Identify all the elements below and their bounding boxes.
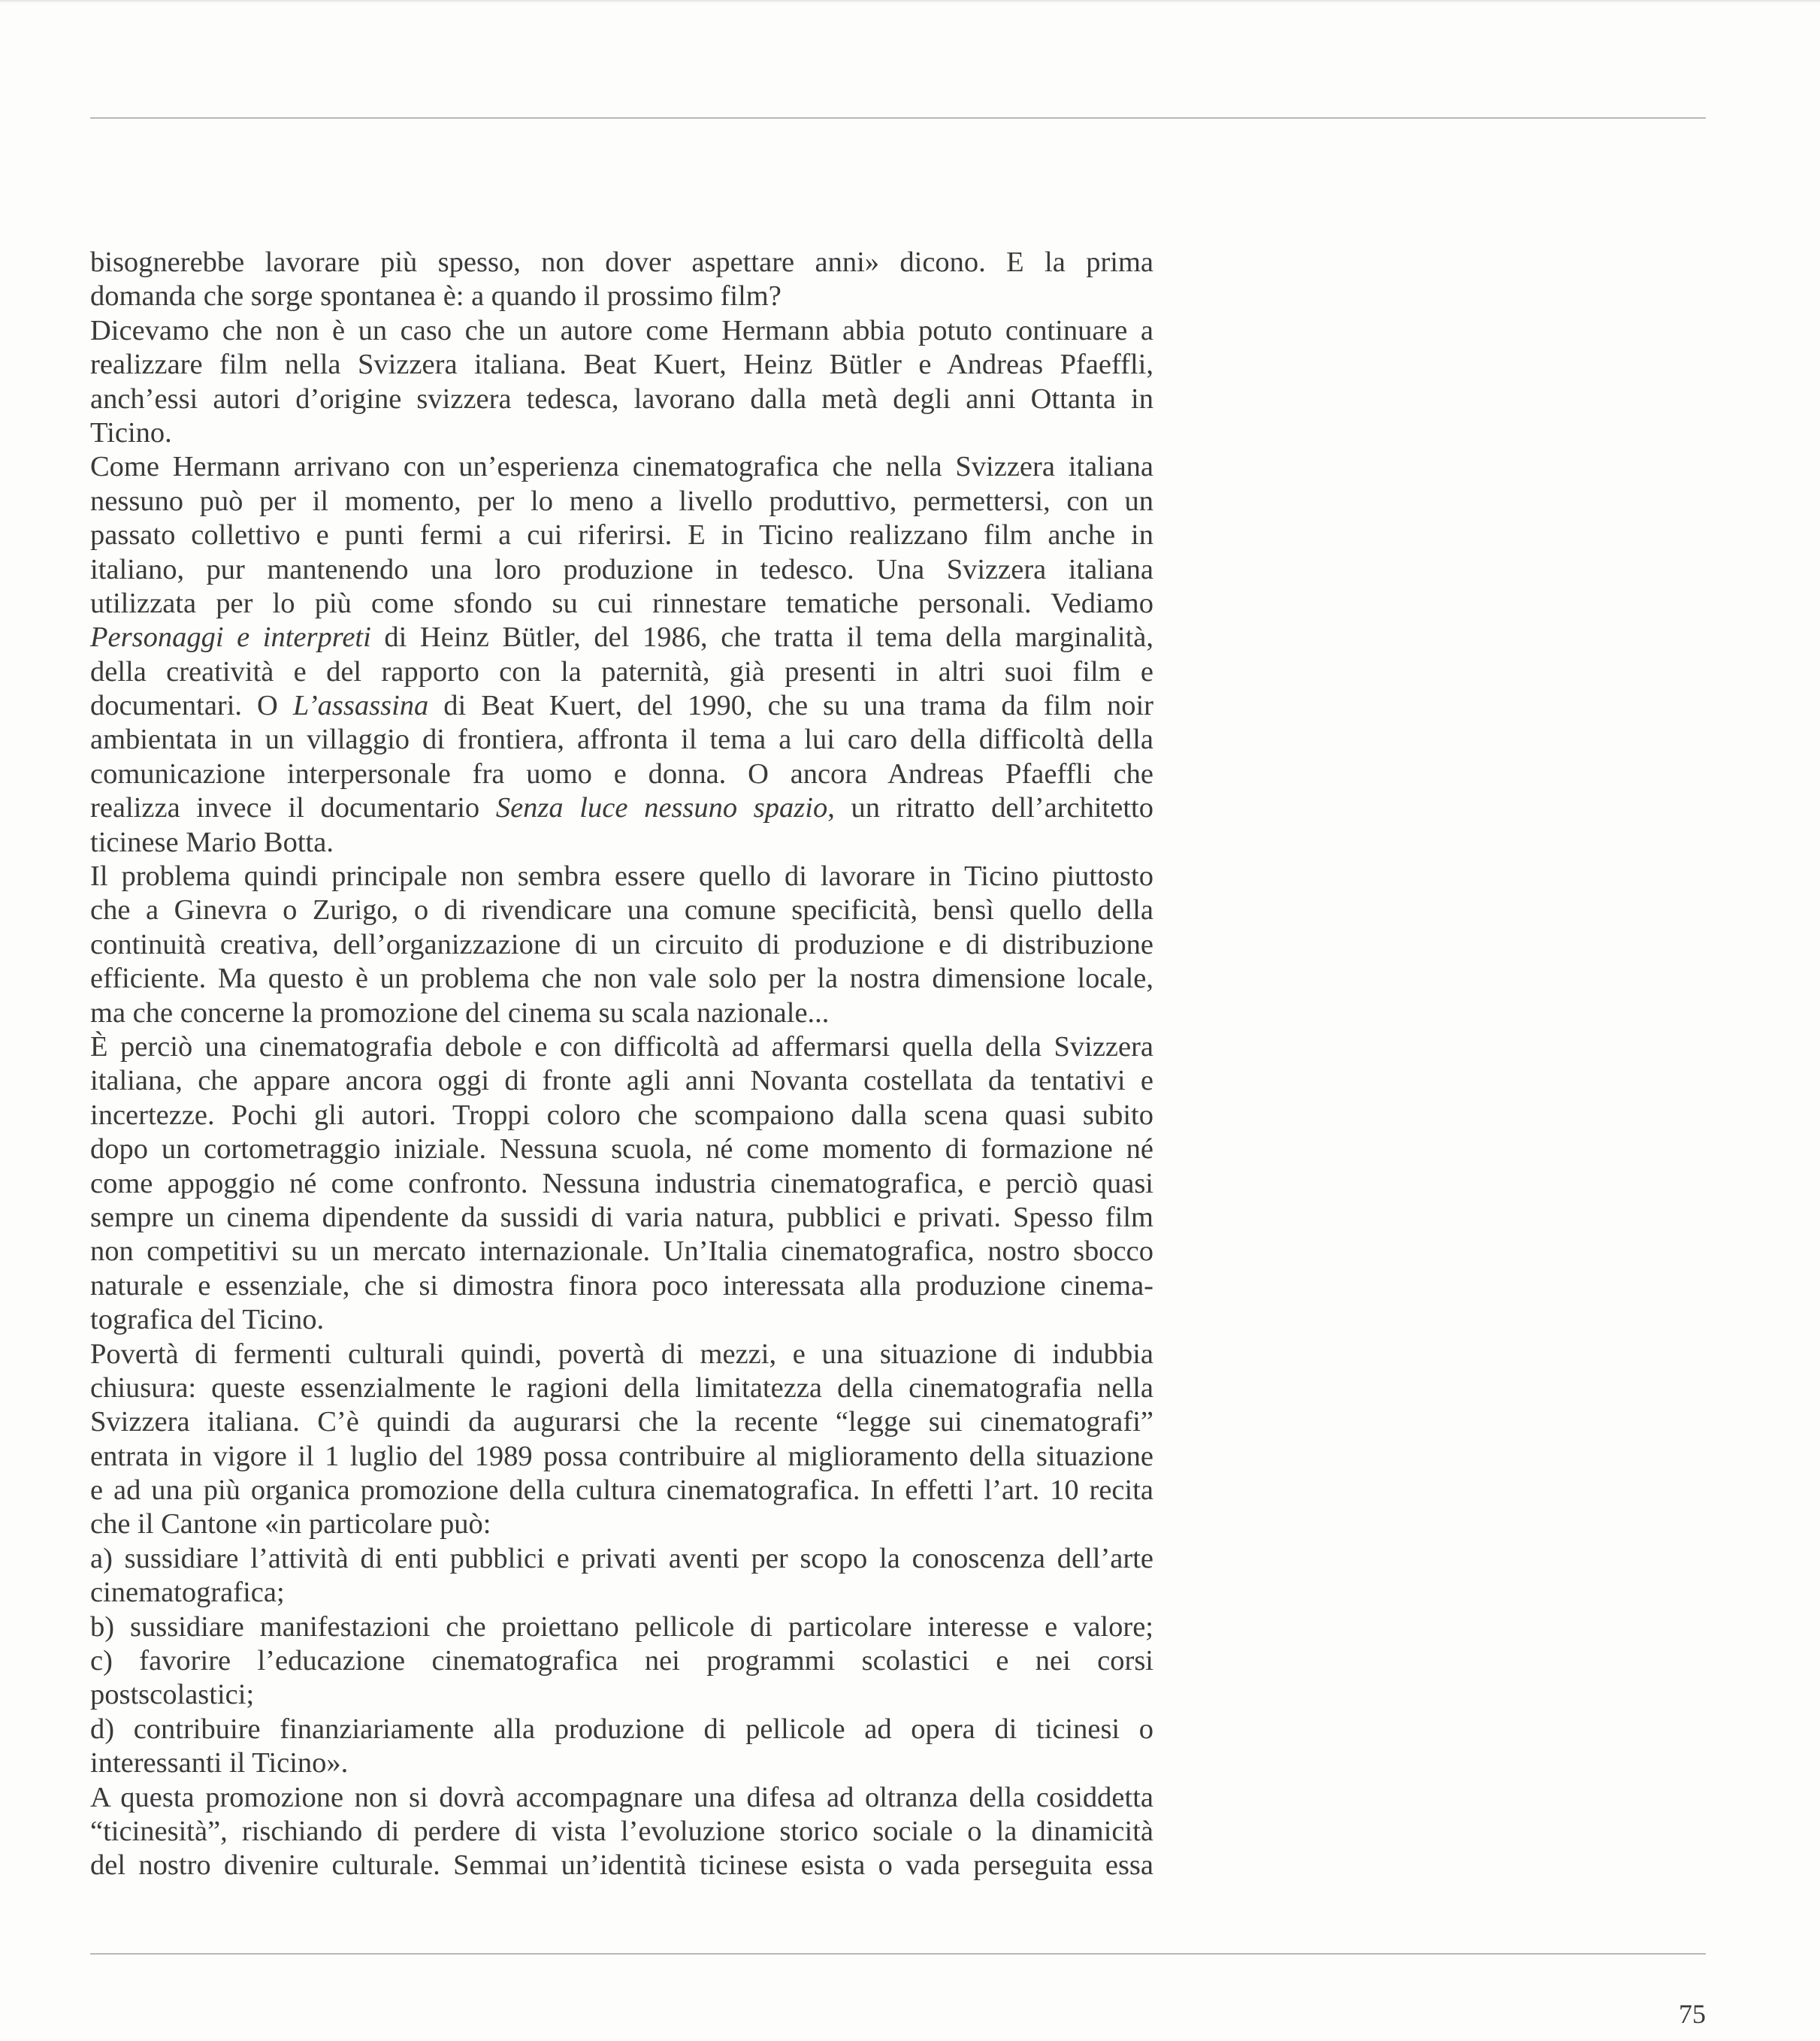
- text-line: italiana, che appare ancora oggi di fronte agli anni Novanta costellata da tentativi e: [90, 1065, 1153, 1097]
- text-line: dopo un cortometraggio iniziale. Nessuna scuola, né come momento di formazione né: [90, 1133, 1153, 1166]
- paragraph: [90, 246, 1153, 314]
- scan-edge: [0, 0, 1820, 3]
- text-line: ma che concerne la promozione del cinema su scala nazionale...: [90, 996, 830, 1029]
- paragraph: [90, 1781, 1153, 1883]
- film-title: Senza luce nessuno spazio: [495, 792, 828, 824]
- text-line: entrata in vigore il 1 luglio del 1989 possa contribuire al miglioramento della situazione: [90, 1440, 1153, 1472]
- text-line: della creatività e del rapporto con la paternità, già presenti in altri suoi film e: [90, 655, 1153, 688]
- text-line: utilizzata per lo più come sfondo su cui rinnestare tematiche personali. Vediamo: [90, 587, 1153, 619]
- text-line: sempre un cinema dipendente da sussidi di varia natura, pubblici e privati. Spesso film: [90, 1201, 1153, 1233]
- text-line: nessuno può per il momento, per lo meno a livello produttivo, permettersi, con un: [90, 485, 1153, 517]
- text-line: anch’essi autori d’origine svizzera tedesca, lavorano dalla metà degli anni Ottanta in: [90, 382, 1153, 415]
- text-segment: di Heinz Bütler, del 1986, che tratta il tema della marginalità,: [370, 621, 1153, 654]
- paragraph: [90, 1610, 1153, 1644]
- paragraph: [90, 1644, 1153, 1713]
- text-line: c) favorire l’educazione cinematografica nei programmi scolastici e nei corsi: [90, 1645, 1153, 1677]
- text-line: Ticino.: [90, 416, 172, 449]
- text-line: non competitivi su un mercato internazionale. Un’Italia cinematografica, nostro sbocco: [90, 1235, 1153, 1268]
- text-line: [90, 689, 1153, 723]
- text-line: bisognerebbe lavorare più spesso, non dover aspettare anni» dicono. E la prima: [90, 246, 1153, 278]
- text-line: che il Cantone «in particolare può:: [90, 1508, 491, 1541]
- header-rule: [90, 117, 1706, 119]
- text-line: cinematografica;: [90, 1577, 285, 1609]
- paragraph: [90, 860, 1153, 1030]
- text-line: interessanti il Ticino».: [90, 1747, 349, 1779]
- text-line: [90, 791, 1153, 825]
- text-line: che a Ginevra o Zurigo, o di rivendicare una comune specificità, bensì quello della: [90, 894, 1153, 927]
- body-text: [90, 246, 1153, 1883]
- text-line: italiano, pur mantenendo una loro produzione in tedesco. Una Svizzera italiana: [90, 553, 1153, 585]
- text-line: a) sussidiare l’attività di enti pubblici e privati aventi per scopo la conoscenza dell’arte: [90, 1542, 1153, 1574]
- text-segment: documentari. O: [90, 690, 293, 722]
- text-line: efficiente. Ma questo è un problema che non vale solo per la nostra dimensione locale,: [90, 963, 1153, 995]
- film-title: L’assassina: [292, 690, 429, 722]
- text-line: [90, 621, 1153, 655]
- text-line: “ticinesità”, rischiando di perdere di vista l’evoluzione storico sociale o la dinamicità: [90, 1815, 1153, 1847]
- text-line: postscolastici;: [90, 1679, 255, 1711]
- text-line: del nostro divenire culturale. Semmai un’identità ticinese esista o vada perseguita essa: [90, 1849, 1153, 1882]
- text-line: incertezze. Pochi gli autori. Troppi coloro che scompaiono dalla scena quasi subito: [90, 1099, 1153, 1131]
- text-line: domanda che sorge spontanea è: a quando il prossimo film?: [90, 280, 782, 313]
- text-line: È perciò una cinematografia debole e con difficoltà ad affermarsi quella della Svizzera: [90, 1030, 1153, 1063]
- text-line: naturale e essenziale, che si dimostra finora poco interessata alla produzione cinema-: [90, 1269, 1153, 1302]
- text-line: A questa promozione non si dovrà accompagnare una difesa ad oltranza della cosiddetta: [90, 1781, 1153, 1813]
- text-line: Come Hermann arrivano con un’esperienza cinematografica che nella Svizzera italiana: [90, 451, 1153, 483]
- text-line: come appoggio né come confronto. Nessuna industria cinematografica, e perciò quasi: [90, 1167, 1153, 1199]
- text-line: Povertà di fermenti culturali quindi, povertà di mezzi, e una situazione di indubbia: [90, 1338, 1153, 1370]
- text-line: comunicazione interpersonale fra uomo e donna. O ancora Andreas Pfaeffli che: [90, 757, 1153, 790]
- paragraph: [90, 314, 1153, 451]
- text-line: b) sussidiare manifestazioni che proiettano pellicole di particolare interesse e valore;: [90, 1610, 1153, 1643]
- text-line: passato collettivo e punti fermi a cui riferirsi. E in Ticino realizzano film anche in: [90, 519, 1153, 552]
- text-line: Il problema quindi principale non sembra essere quello di lavorare in Ticino piuttosto: [90, 860, 1153, 893]
- footer-rule: [90, 1953, 1706, 1955]
- text-line: Dicevamo che non è un caso che un autore come Hermann abbia potuto continuare a: [90, 314, 1153, 346]
- text-line: d) contribuire finanziariamente alla produzione di pellicole ad opera di ticinesi o: [90, 1713, 1153, 1745]
- text-line: e ad una più organica promozione della cultura cinematografica. In effetti l’art. 10 recita: [90, 1474, 1153, 1507]
- text-line: tografica del Ticino.: [90, 1304, 325, 1336]
- paragraph: [90, 1030, 1153, 1338]
- page-number: 75: [1679, 1999, 1706, 2029]
- text-segment: , un ritratto dell’architetto: [827, 792, 1153, 824]
- text-line: chiusura: queste essenzialmente le ragioni della limitatezza della cinematografia nella: [90, 1371, 1153, 1404]
- text-line: realizzare film nella Svizzera italiana. Beat Kuert, Heinz Bütler e Andreas Pfaeffli,: [90, 349, 1153, 381]
- paragraph: [90, 1542, 1153, 1610]
- text-line: continuità creativa, dell’organizzazione di un circuito di produzione e di distribuzione: [90, 928, 1153, 960]
- paragraph: [90, 1338, 1153, 1542]
- text-segment: di Beat Kuert, del 1990, che su una trama da film noir: [428, 690, 1153, 722]
- text-line: ticinese Mario Botta.: [90, 826, 334, 858]
- paragraph: [90, 450, 1153, 860]
- text-segment: realizza invece il documentario: [90, 792, 496, 824]
- paragraph: [90, 1713, 1153, 1781]
- text-line: ambientata in un villaggio di frontiera, affronta il tema a lui caro della difficoltà della: [90, 724, 1153, 756]
- film-title: Personaggi e interpreti: [90, 621, 371, 654]
- text-line: Svizzera italiana. C’è quindi da augurarsi che la recente “legge sui cinematografi”: [90, 1406, 1153, 1438]
